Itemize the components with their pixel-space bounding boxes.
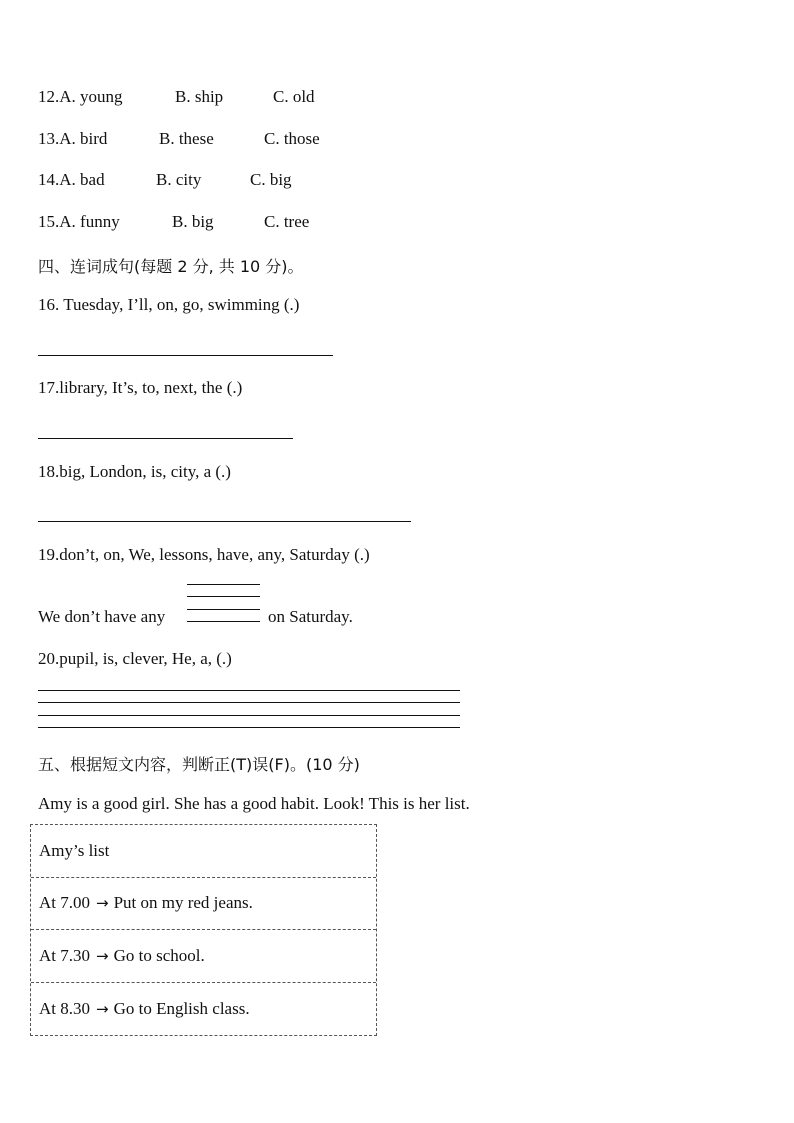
answer-line-19d[interactable] — [187, 621, 260, 622]
list-task: Go to English class. — [113, 998, 250, 1018]
answer-line-20d[interactable] — [38, 727, 460, 728]
option-c: C. tree — [264, 212, 310, 231]
answer-line-20c[interactable] — [38, 715, 460, 716]
question-number: 13. — [38, 129, 60, 148]
option-b: B. these — [159, 129, 214, 148]
question-13 — [38, 129, 320, 149]
question-19-prefix: We don’t have any — [38, 607, 166, 626]
question-19: 19.don’t, on, We, lessons, have, any, Saturday (.) — [38, 545, 370, 564]
question-number: 15. — [38, 212, 60, 231]
list-title-row — [31, 825, 376, 878]
answer-line-18[interactable] — [38, 521, 411, 522]
list-task: Go to school. — [113, 945, 205, 965]
section-4-heading: 四、连词成句(每题 2 分, 共 10 分)。 — [38, 257, 304, 276]
list-task: Put on my red jeans. — [113, 893, 253, 913]
reading-intro: Amy is a good girl. She has a good habit. Look! This is her list. — [38, 794, 470, 813]
option-b: B. big — [172, 212, 214, 231]
list-row — [31, 878, 376, 931]
answer-line-19b[interactable] — [187, 596, 260, 597]
answer-line-16[interactable] — [38, 355, 333, 356]
arrow-right-icon: → — [96, 894, 109, 913]
arrow-right-icon: → — [96, 946, 109, 965]
answer-line-17[interactable] — [38, 438, 293, 439]
option-c: C. those — [264, 129, 320, 148]
question-14 — [38, 170, 292, 190]
answer-line-19a[interactable] — [187, 584, 260, 585]
list-time: At 7.00 — [39, 893, 90, 913]
option-b: B. ship — [175, 87, 224, 106]
list-time: At 8.30 — [39, 998, 90, 1018]
option-c: C. big — [250, 170, 292, 189]
option-a: A. bad — [59, 170, 105, 189]
question-12 — [38, 87, 315, 107]
question-number: 12. — [38, 87, 60, 106]
option-c: C. old — [273, 87, 315, 106]
answer-line-19c[interactable] — [187, 609, 260, 610]
question-19-suffix: on Saturday. — [268, 607, 353, 626]
answer-line-20a[interactable] — [38, 690, 460, 691]
list-time: At 7.30 — [39, 945, 90, 965]
list-row — [31, 930, 376, 983]
answer-line-20b[interactable] — [38, 702, 460, 703]
question-18: 18.big, London, is, city, a (.) — [38, 462, 231, 481]
question-17: 17.library, It’s, to, next, the (.) — [38, 378, 243, 397]
question-16: 16. Tuesday, I’ll, on, go, swimming (.) — [38, 295, 300, 314]
option-b: B. city — [156, 170, 202, 189]
option-a: A. young — [59, 87, 123, 106]
option-a: A. bird — [59, 129, 108, 148]
list-row — [31, 983, 376, 1036]
question-15 — [38, 212, 310, 232]
option-a: A. funny — [59, 212, 120, 231]
arrow-right-icon: → — [96, 999, 109, 1018]
question-number: 14. — [38, 170, 60, 189]
amy-list-table — [30, 824, 377, 1036]
question-20: 20.pupil, is, clever, He, a, (.) — [38, 649, 232, 668]
list-title: Amy’s list — [39, 840, 110, 860]
section-5-heading: 五、根据短文内容，判断正(T)误(F)。(10 分) — [38, 755, 360, 774]
